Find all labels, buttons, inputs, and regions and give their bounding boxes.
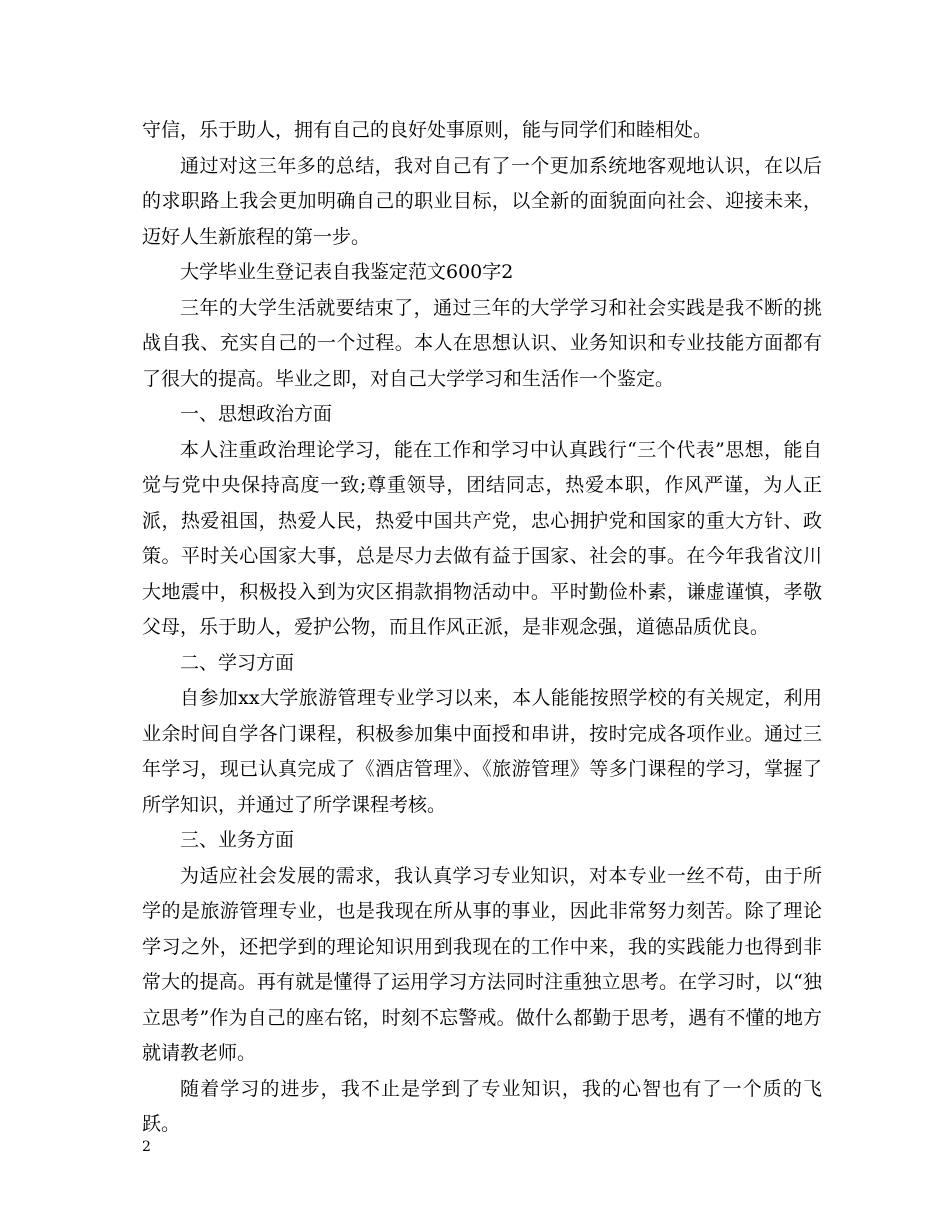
heading-business: 三、业务方面 bbox=[180, 829, 295, 851]
paragraph-continuation: 守信，乐于助人，拥有自己的良好处事原则，能与同学们和睦相处。 bbox=[142, 119, 713, 141]
paragraph-business: 为适应社会发展的需求，我认真学习专业知识，对本专业一丝不苟，由于所学的是旅游管理专业，也是我现在所从事的事业，因此非常努力刻苦。除了理论学习之外，还把学到的理论知识用到我现在的工作中来，我的实践能力也得到非常大的提高。再有就是懂得了运用学习方法同时注重独立思考。在学习时，以“独立思考”作为自己的座右铭，时刻不忘警戒。做什么都勤于思考，遇有不懂的地方就请教老师。 bbox=[142, 864, 822, 1064]
heading-political: 一、思想政治方面 bbox=[180, 403, 333, 425]
page-number: 2 bbox=[142, 1139, 151, 1155]
heading-study: 二、学习方面 bbox=[180, 651, 295, 674]
paragraph-progress: 随着学习的进步，我不止是学到了专业知识，我的心智也有了一个质的飞跃。 bbox=[142, 1077, 822, 1135]
document-body bbox=[142, 113, 822, 1143]
paragraph-intro: 三年的大学生活就要结束了，通过三年的大学学习和社会实践是我不断的挑战自我、充实自己的一个过程。本人在思想认识、业务知识和专业技能方面都有了很大的提高。毕业之即，对自己大学学习和生活作一个鉴定。 bbox=[142, 296, 822, 390]
paragraph-political: 本人注重政治理论学习，能在工作和学习中认真践行“三个代表”思想，能自觉与党中央保持高度一致;尊重领导，团结同志，热爱本职，作风严谨，为人正派，热爱祖国，热爱人民，热爱中国共产党，忠心拥护党和国家的重大方针、政策。平时关心国家大事，总是尽力去做有益于国家、社会的事。在今年我省汶川大地震中，积极投入到为灾区捐款捐物活动中。平时勤俭朴素，谦虚谨慎，孝敬父母，乐于助人，爱护公物，而且作风正派，是非观念强，道德品质优良。 bbox=[142, 438, 822, 638]
section-title: 大学毕业生登记表自我鉴定范文600字2 bbox=[180, 261, 514, 283]
paragraph-summary: 通过对这三年多的总结，我对自己有了一个更加系统地客观地认识，在以后的求职路上我会更加明确自己的职业目标，以全新的面貌面向社会、迎接未来，迈好人生新旅程的第一步。 bbox=[142, 154, 822, 248]
paragraph-study: 自参加xx大学旅游管理专业学习以来，本人能能按照学校的有关规定，利用业余时间自学各门课程，积极参加集中面授和串讲，按时完成各项作业。通过三年学习，现已认真完成了《酒店管理》、《旅游管理》等多门课程的学习，掌握了所学知识，并通过了所学课程考核。 bbox=[142, 687, 822, 816]
